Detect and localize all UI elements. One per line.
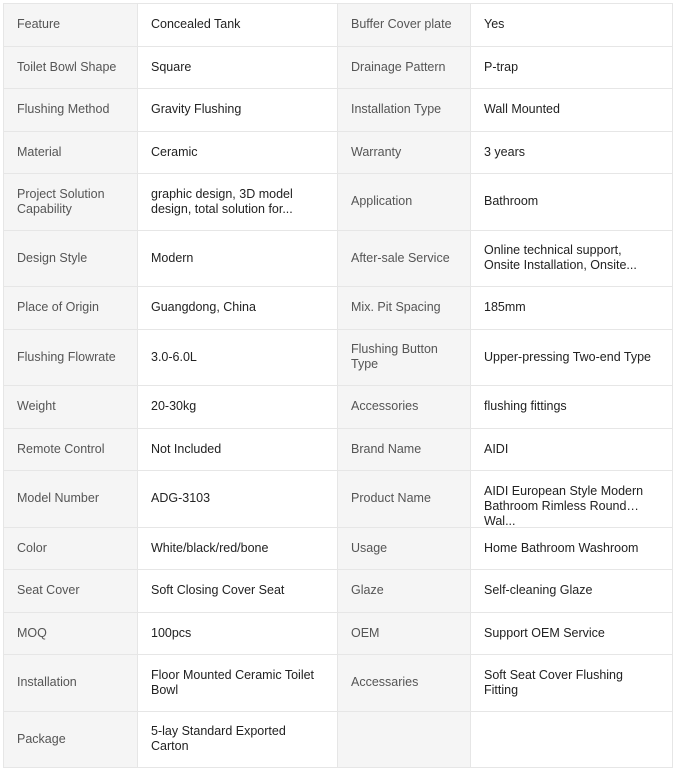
spec-value	[471, 570, 673, 613]
table-row	[4, 386, 673, 429]
spec-label	[4, 174, 138, 231]
spec-label	[338, 4, 471, 47]
spec-label	[4, 4, 138, 47]
table-row	[4, 89, 673, 132]
spec-label	[338, 329, 471, 386]
spec-label	[4, 655, 138, 712]
spec-label-text: Material	[17, 144, 62, 159]
spec-value-text: Guangdong, China	[151, 300, 256, 315]
spec-label-text: Mix. Pit Spacing	[351, 300, 441, 315]
spec-value	[138, 89, 338, 132]
spec-value	[471, 131, 673, 174]
spec-label-text: Design Style	[17, 250, 88, 265]
product-specs-table	[3, 3, 673, 768]
spec-label-text: Flushing Flowrate	[17, 349, 116, 364]
table-row	[4, 711, 673, 768]
spec-value	[138, 46, 338, 89]
spec-value	[138, 4, 338, 47]
spec-value-text: AIDI	[484, 441, 509, 456]
spec-label	[338, 131, 471, 174]
spec-label-text: Glaze	[351, 583, 384, 598]
spec-label	[338, 655, 471, 712]
spec-value-text: 3 years	[484, 144, 525, 159]
spec-value-text: Yes	[484, 17, 505, 32]
spec-label-text: MOQ	[17, 625, 47, 640]
spec-value-text: Wall Mounted	[484, 102, 560, 117]
spec-value-text: Online technical support, Onsite Installation, Onsite...	[484, 243, 637, 273]
spec-label-text: Buffer Cover plate	[351, 17, 452, 32]
table-row	[4, 329, 673, 386]
spec-value	[471, 612, 673, 655]
table-row	[4, 655, 673, 712]
spec-table-body	[4, 4, 673, 768]
spec-value-text: Upper-pressing Two-end Type	[484, 349, 651, 364]
spec-label	[4, 386, 138, 429]
spec-label	[338, 287, 471, 330]
spec-label-text: Project Solution Capability	[17, 186, 105, 216]
spec-value	[471, 4, 673, 47]
spec-value	[471, 471, 673, 528]
spec-value-text: P-trap	[484, 59, 519, 74]
spec-label	[338, 471, 471, 528]
table-row	[4, 46, 673, 89]
spec-value-text: 100pcs	[151, 625, 192, 640]
table-row	[4, 527, 673, 570]
spec-value-text: 185mm	[484, 300, 526, 315]
spec-label-text: Weight	[17, 399, 56, 414]
spec-value-text: graphic design, 3D model design, total solution for...	[151, 186, 293, 216]
spec-label	[338, 612, 471, 655]
spec-value-text: 20-30kg	[151, 399, 197, 414]
spec-value	[138, 287, 338, 330]
spec-label	[338, 89, 471, 132]
spec-label	[338, 570, 471, 613]
spec-value	[471, 711, 673, 768]
spec-label	[338, 386, 471, 429]
spec-value	[138, 471, 338, 528]
spec-value-text: Support OEM Service	[484, 625, 605, 640]
spec-label	[338, 230, 471, 287]
spec-value	[138, 428, 338, 471]
spec-label	[4, 287, 138, 330]
spec-value	[471, 46, 673, 89]
table-row	[4, 131, 673, 174]
spec-value-text: Bathroom	[484, 194, 539, 209]
spec-label-text: Model Number	[17, 491, 99, 506]
spec-label-text: Color	[17, 540, 47, 555]
spec-label-text: Package	[17, 731, 66, 746]
spec-value	[138, 655, 338, 712]
spec-value	[138, 527, 338, 570]
spec-value-text: Not Included	[151, 441, 222, 456]
spec-label-text: Feature	[17, 17, 61, 32]
spec-value-text: AIDI European Style Modern Bathroom Rimless Round Wal...	[484, 483, 644, 528]
spec-label-text: Place of Origin	[17, 300, 99, 315]
table-row	[4, 4, 673, 47]
spec-label	[4, 89, 138, 132]
spec-value-text: flushing fittings	[484, 399, 567, 414]
spec-value	[471, 89, 673, 132]
table-row	[4, 230, 673, 287]
table-row	[4, 428, 673, 471]
spec-value	[471, 329, 673, 386]
spec-value	[138, 329, 338, 386]
spec-value	[138, 612, 338, 655]
spec-value-text: Square	[151, 59, 192, 74]
table-row	[4, 570, 673, 613]
spec-label-text: Seat Cover	[17, 583, 80, 598]
spec-label	[4, 329, 138, 386]
spec-value-text: Floor Mounted Ceramic Toilet Bowl	[151, 667, 315, 697]
spec-value-text: 3.0-6.0L	[151, 349, 197, 364]
spec-value	[471, 527, 673, 570]
spec-value	[138, 711, 338, 768]
spec-label	[4, 428, 138, 471]
spec-value	[138, 131, 338, 174]
spec-value	[471, 655, 673, 712]
spec-label-text: Accessaries	[351, 675, 419, 690]
spec-label-text: Flushing Button Type	[351, 342, 438, 372]
spec-value-text: Ceramic	[151, 144, 198, 159]
spec-label	[4, 527, 138, 570]
spec-label-text: Warranty	[351, 144, 402, 159]
spec-value-text: 5-lay Standard Exported Carton	[151, 724, 286, 754]
spec-label	[4, 230, 138, 287]
spec-label	[338, 46, 471, 89]
spec-label-text: Application	[351, 194, 413, 209]
spec-label-text: Installation	[17, 675, 77, 690]
spec-value	[138, 230, 338, 287]
spec-value	[138, 386, 338, 429]
spec-value	[471, 230, 673, 287]
spec-value-text: Gravity Flushing	[151, 102, 242, 117]
spec-label-text: Remote Control	[17, 441, 105, 456]
spec-value	[471, 428, 673, 471]
table-row	[4, 174, 673, 231]
spec-value-text: White/black/red/bone	[151, 540, 269, 555]
spec-label-text: Product Name	[351, 491, 431, 506]
spec-label-text: After-sale Service	[351, 250, 450, 265]
spec-value	[471, 174, 673, 231]
spec-label	[4, 711, 138, 768]
spec-label	[4, 612, 138, 655]
spec-label	[4, 46, 138, 89]
spec-label-text: Toilet Bowl Shape	[17, 59, 117, 74]
spec-label-text: Usage	[351, 540, 388, 555]
spec-label	[4, 131, 138, 174]
spec-value-text: Soft Seat Cover Flushing Fitting	[484, 667, 623, 697]
spec-label-text: Flushing Method	[17, 102, 110, 117]
spec-label	[338, 527, 471, 570]
spec-label-text: Accessories	[351, 399, 419, 414]
spec-label	[338, 428, 471, 471]
spec-value	[471, 386, 673, 429]
spec-value-text: Concealed Tank	[151, 17, 241, 32]
spec-value-text: Self-cleaning Glaze	[484, 583, 593, 598]
spec-label	[4, 471, 138, 528]
spec-value-text: Soft Closing Cover Seat	[151, 583, 285, 598]
spec-value	[138, 174, 338, 231]
spec-label	[338, 711, 471, 768]
table-row	[4, 612, 673, 655]
spec-label-text: OEM	[351, 625, 380, 640]
table-row	[4, 287, 673, 330]
spec-value-text: Modern	[151, 250, 194, 265]
spec-label-text: Brand Name	[351, 441, 422, 456]
spec-value	[138, 570, 338, 613]
spec-label-text: Installation Type	[351, 102, 442, 117]
spec-label	[338, 174, 471, 231]
spec-label	[4, 570, 138, 613]
spec-value-text: Home Bathroom Washroom	[484, 540, 639, 555]
spec-value-text: ADG-3103	[151, 491, 211, 506]
table-row	[4, 471, 673, 528]
spec-value	[471, 287, 673, 330]
spec-label-text: Drainage Pattern	[351, 59, 446, 74]
